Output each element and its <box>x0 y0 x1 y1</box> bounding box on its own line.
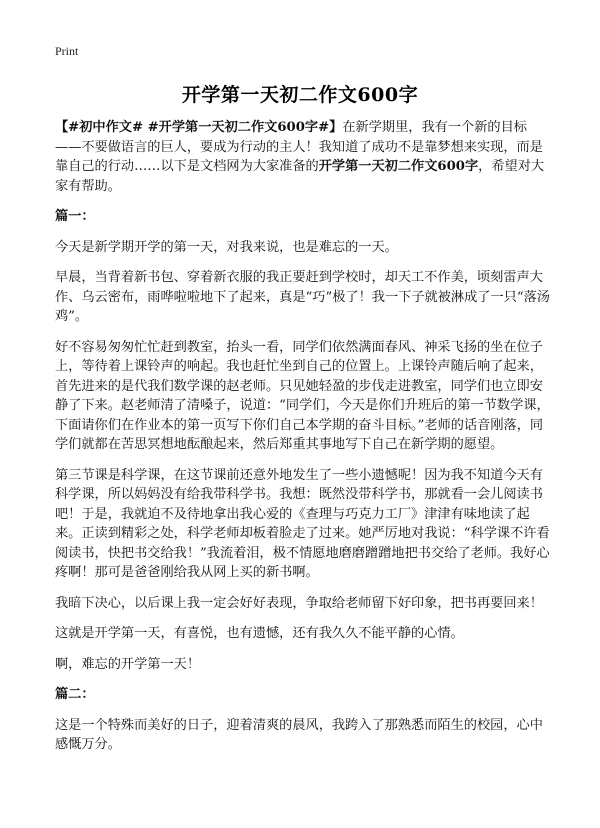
paragraph: 啊，难忘的开学第一天！ <box>55 656 201 672</box>
paragraph: 这是一个特殊而美好的日子，迎着清爽的晨风，我跨入了那熟悉而陌生的校园，心中感慨万分。 <box>55 717 543 752</box>
page-title: 开学第一天初二作文600字 <box>181 84 419 106</box>
intro-text-before: 在新学期里，我有一个新的目标——不要做语言的巨人，要成为行动的主人！我知道了成功不是靠梦想来实现，而是靠自己的行动……以下是文档网为大家准备的 <box>55 120 543 174</box>
paragraph: 今天是新学期开学的第一天，对我来说，也是难忘的一天。 <box>55 239 398 255</box>
paragraph: 这就是开学第一天，有喜悦，也有遗憾，还有我久久不能平静的心情。 <box>55 626 464 641</box>
paragraph: 早晨，当背着新书包、穿着新衣服的我正要赶到学校时，却天工不作美，顷刻雷声大作、乌云密布，雨哗啦啦地下了起来，真是“巧”极了！我一下子就被淋成了一只“落汤鸡”。 <box>55 270 550 324</box>
intro-highlight: 开学第一天初二作文600字 <box>318 159 479 174</box>
intro-text-after: ，希望对大家有帮助。 <box>55 159 545 194</box>
intro-paragraph <box>55 118 550 196</box>
intro-tag: 【#初中作文# #开学第一天初二作文600字#】 <box>55 120 343 135</box>
article-body <box>55 118 550 766</box>
section-2-heading: 篇二： <box>55 687 95 702</box>
paragraph: 我暗下决心，以后课上我一定会好好表现，争取给老师留下好印象，把书再要回来！ <box>55 595 543 611</box>
section-1-heading: 篇一： <box>55 209 95 224</box>
paragraph: 好不容易匆匆忙忙赶到教室，抬头一看，同学们依然满面春风、神采飞扬的坐在位子上，等待着上课铃声的响起。我也赶忙坐到自己的位置上。上课铃声随后响了起来，首先进来的是代我们数学课的赵老师。只见她轻盈的步伐走进教室，同学们也立即安静了下来。赵老师清了清嗓子，说道：“同学们，今天是你们升班后的第一节数学课，下面请你们在作业本的第一页写下你们自己本学期的奋斗目标。”老师的话音刚落，同学们就都在苦思冥想地酝酿起来，然后郑重其事地写下自己在新学期的愿望。 <box>55 339 550 452</box>
print-link[interactable]: Print <box>55 44 79 58</box>
paragraph: 第三节课是科学课，在这节课前还意外地发生了一些小遗憾呢！因为我不知道今天有科学课，所以妈妈没有给我带科学书。我想：既然没带科学书，那就看一会儿阅读书吧！于是，我就迫不及待地拿出我心爱的《查理与巧克力工厂》津津有味地读了起来。正读到精彩之处，科学老师却板着脸走了过来。她严厉地对我说：“科学课不许看阅读书，快把书交给我！”我流着泪，极不情愿地磨磨蹭蹭地把书交给了老师。我好心疼啊！那可是爸爸刚给我从网上买的新书啊。 <box>55 467 550 580</box>
